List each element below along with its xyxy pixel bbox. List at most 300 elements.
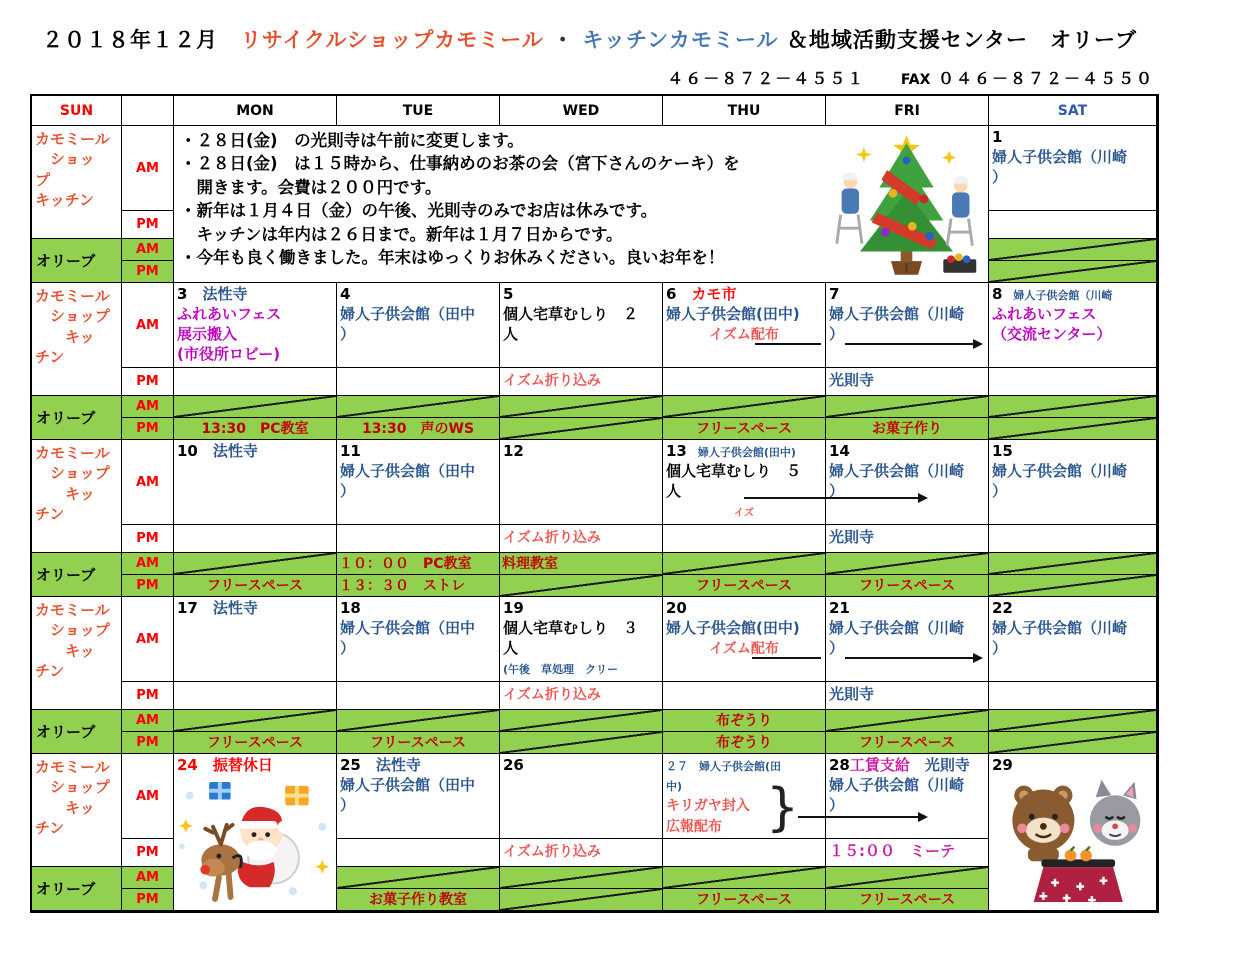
day-number: 20 [666, 599, 687, 617]
text-line [503, 324, 659, 344]
cell-w4-wed-am [500, 597, 663, 682]
day-number: 15 [992, 442, 1013, 460]
event-text: フリースペース [695, 421, 793, 437]
text-line [177, 755, 333, 775]
text-line [992, 127, 1153, 147]
text-line [828, 418, 986, 439]
cell-w1-sat-olive-pm [989, 261, 1157, 283]
event-text: 振替休日 [197, 756, 273, 774]
event-text: 光則寺 [829, 371, 875, 389]
pm-label: PM [122, 682, 174, 710]
notice-line: ・今年も良く働きました。年末はゆっくりお休みください。良いお年を！ [180, 248, 725, 268]
notice-line: ・２８日(金) は１５時から、仕事納めのお茶の会（宮下さんのケーキ）を [180, 154, 740, 174]
pm-label: PM [122, 525, 174, 553]
event-text: お菓子作り教室 [369, 892, 467, 908]
cell-w5-fri-pm [826, 839, 989, 867]
cell-w3-sat-pm [989, 525, 1157, 553]
cell-w5-fri-olive-am [826, 867, 989, 889]
event-text: ） [340, 639, 356, 657]
day-number: 22 [992, 599, 1013, 617]
cell-w4-fri-olive-am [826, 710, 989, 732]
event-text: 工賃支給 [849, 756, 910, 774]
cell-w3-wed-am [500, 440, 663, 525]
event-text: フリースペース [695, 892, 793, 908]
text-line [828, 732, 986, 753]
title-recycle-shop: リサイクルショップカモミール [240, 28, 544, 52]
fax-label: FAX [900, 72, 931, 88]
row-label-line: チン [35, 347, 65, 366]
text-line [339, 553, 497, 574]
row-label-olive: オリーブ [32, 239, 122, 283]
day-number: 7 [829, 285, 840, 303]
text-line [340, 441, 496, 461]
text-line [829, 638, 985, 658]
event-text: （交流センター） [992, 325, 1112, 343]
row-label-line: プ [35, 170, 51, 189]
row-label-line: ショップ [35, 307, 110, 326]
event-text: ） [340, 482, 356, 500]
cell-w4-sat-pm [989, 682, 1157, 710]
olive-am-label: AM [122, 867, 174, 889]
cell-w4-thu-pm [663, 682, 826, 710]
pm-label: PM [122, 839, 174, 867]
text-line [176, 732, 334, 753]
event-text: キリガヤ封入 [666, 798, 750, 814]
event-text: フリースペース [858, 578, 956, 594]
cell-w2-fri-am [826, 283, 989, 368]
day-number: 25 [340, 756, 361, 774]
event-text: 個人宅草むしり ３ [503, 619, 639, 637]
text-line [176, 418, 334, 439]
notice-line: ・新年は１月４日（金）の午後、光則寺のみでお店は休みです。 [180, 201, 658, 221]
am-label: AM [122, 754, 174, 839]
event-text: 光則寺 [829, 528, 875, 546]
text-line [503, 658, 659, 678]
day-number: 14 [829, 442, 850, 460]
olive-pm-label: PM [122, 575, 174, 597]
notice-line: キッチンは年内は２６日まで。新年は１月７日からです。 [180, 224, 623, 244]
cell-w5-thu-am [663, 754, 826, 839]
cell-w2-thu-am [663, 283, 826, 368]
cell-w3-tue-pm [337, 525, 500, 553]
event-text: 婦人子供会館（川崎 [829, 305, 965, 323]
event-text: １５:００ ミーテ [829, 842, 955, 860]
event-text: 人 [503, 639, 519, 657]
cell-w4-mon-olive-am [174, 710, 337, 732]
cell-w3-tue-olive-am [337, 553, 500, 575]
cell-w2-tue-pm [337, 368, 500, 396]
cell-w2-sat-am [989, 283, 1157, 368]
row-label-olive: オリーブ [32, 553, 122, 597]
cell-w4-sat-am [989, 597, 1157, 682]
row-label-line: カモミール [35, 444, 110, 462]
row-label-line: ショップ [35, 464, 110, 483]
row-label-line: キッ [35, 327, 95, 346]
day-header-WED: WED [500, 96, 663, 126]
text-line [340, 284, 496, 304]
text-line [992, 441, 1153, 461]
event-text: 婦人子供会館（田中 [340, 619, 476, 637]
text-line [665, 710, 823, 731]
event-text: イズム配布 [709, 641, 779, 657]
day-number: 6 [666, 285, 677, 303]
text-line [666, 304, 822, 324]
olive-am-label: AM [122, 553, 174, 575]
row-label-line: キッ [35, 641, 95, 660]
event-text: 光則寺 [829, 685, 875, 703]
day-header-TUE: TUE [337, 96, 500, 126]
row-label-line: チン [35, 504, 65, 523]
olive-pm-label: PM [122, 261, 174, 283]
event-text: 婦人子供会館（川崎 [829, 462, 965, 480]
day-number: 13 [666, 442, 687, 460]
event-text: 布ぞうり [716, 713, 772, 729]
text-line [666, 324, 822, 345]
text-line [340, 638, 496, 658]
text-line [177, 441, 333, 461]
event-text: 人 [666, 482, 682, 500]
event-text: 13:30 PC教室 [201, 421, 309, 437]
text-line [503, 618, 659, 638]
am-label: AM [122, 126, 174, 211]
row-label-line: カモミール [35, 758, 110, 776]
cell-w2-thu-olive-pm [663, 418, 826, 440]
cell-w5-mon [174, 754, 337, 911]
cell-w2-tue-am [337, 283, 500, 368]
cell-w5-wed-am [500, 754, 663, 839]
text-line [177, 598, 333, 618]
text-line [829, 683, 985, 705]
cell-w4-fri-am [826, 597, 989, 682]
title-month: ２０１８年１２月 [42, 28, 218, 52]
row-label-line: キッ [35, 484, 95, 503]
day-number: 17 [177, 599, 198, 617]
row-label-line: キッチン [35, 190, 94, 209]
cell-w4-fri-pm [826, 682, 989, 710]
cell-w2-mon-olive-pm [174, 418, 337, 440]
event-text: フリースペース [695, 578, 793, 594]
notice-line: 開きます。会費は２００円です。 [180, 177, 442, 197]
calendar-grid [30, 94, 1159, 913]
event-text: ） [829, 482, 845, 500]
event-text: 広報配布 [666, 818, 722, 835]
cell-w3-wed-pm [500, 525, 663, 553]
title-olive-center: ＆地域活動支援センター オリーブ [786, 28, 1137, 52]
event-text: 婦人子供会館（川崎 [829, 619, 965, 637]
row-label-line: カモミール [35, 601, 110, 619]
cell-w3-thu-am [663, 440, 826, 525]
cell-w5-tue-am [337, 754, 500, 839]
cell-w3-sat-olive-am [989, 553, 1157, 575]
cell-w3-sat-olive-pm [989, 575, 1157, 597]
event-text: 婦人子供会館（川崎 [992, 462, 1128, 480]
event-text: ） [992, 639, 1008, 657]
day-number: 10 [177, 442, 198, 460]
event-text: イズ [734, 508, 754, 519]
text-line [503, 284, 659, 304]
event-text: 婦人子供会館(田中) [666, 305, 800, 323]
event-text: イズム折り込み [503, 844, 601, 860]
text-line [829, 840, 985, 862]
event-text: (市役所ロビー) [177, 345, 281, 363]
event-text: 婦人子供会館（川崎 [992, 619, 1128, 637]
cell-w4-tue-pm [337, 682, 500, 710]
event-text: ） [829, 796, 845, 814]
text-line [666, 618, 822, 638]
cell-w1-sat-olive-am [989, 239, 1157, 261]
event-text: イズム配布 [709, 327, 779, 343]
row-label-chamomile [32, 754, 122, 867]
event-text: 13:30 声のWS [361, 421, 475, 437]
am-label: AM [122, 597, 174, 682]
cell-w3-wed-olive-am [500, 553, 663, 575]
text-line [340, 795, 496, 815]
cell-w2-wed-olive-am [500, 396, 663, 418]
text-line [340, 775, 496, 795]
cell-w5-tue-olive-am [337, 867, 500, 889]
cell-w3-wed-olive-pm [500, 575, 663, 597]
text-line [340, 755, 496, 775]
cell-w5-wed-pm [500, 839, 663, 867]
text-line [503, 638, 659, 658]
event-text: 婦人子供会館（田中 [340, 305, 476, 323]
cell-w3-thu-pm [663, 525, 826, 553]
row-label-line: ショッ [35, 150, 95, 169]
cell-w2-mon-am [174, 283, 337, 368]
continuation-arrow-3 [744, 497, 926, 499]
olive-pm-label: PM [122, 732, 174, 754]
day-number: 19 [503, 599, 524, 617]
day-header-FRI: FRI [826, 96, 989, 126]
day-number: 18 [340, 599, 361, 617]
cell-w3-mon-am [174, 440, 337, 525]
row-label-line: チン [35, 818, 65, 837]
text-line [177, 344, 333, 364]
text-line [829, 598, 985, 618]
event-text: １３：３０ ストレ [339, 578, 465, 594]
text-line [992, 618, 1153, 638]
day-number: 26 [503, 756, 524, 774]
brace-mark: } [766, 778, 800, 838]
row-label-chamomile [32, 440, 122, 553]
text-line [503, 526, 659, 549]
text-line [666, 461, 822, 481]
cell-w2-mon-olive-am [174, 396, 337, 418]
text-line [665, 575, 823, 596]
event-text: 法性寺 [187, 285, 248, 303]
cell-w2-fri-olive-pm [826, 418, 989, 440]
event-text: フリースペース [206, 735, 304, 751]
text-line [340, 304, 496, 324]
page-title [42, 24, 1137, 54]
tree-illustration [829, 128, 984, 280]
row-label-line: カモミール [35, 130, 110, 148]
event-text: フリースペース [858, 735, 956, 751]
cell-w4-tue-olive-am [337, 710, 500, 732]
text-line [666, 638, 822, 659]
day-number: 3 [177, 285, 188, 303]
event-text: 婦人子供会館（田中 [340, 776, 476, 794]
row-label-line: ショップ [35, 778, 110, 797]
text-line [177, 304, 333, 324]
day-number: 29 [992, 756, 1013, 774]
cell-w5-wed-olive-pm [500, 889, 663, 911]
event-text: 婦人子供会館（田中 [340, 462, 476, 480]
text-line [339, 575, 497, 596]
olive-am-label: AM [122, 396, 174, 418]
day-number: 24 [177, 756, 198, 774]
olive-pm-label: PM [122, 418, 174, 440]
cell-w3-mon-olive-pm [174, 575, 337, 597]
cell-w2-fri-pm [826, 368, 989, 396]
cell-w2-fri-olive-am [826, 396, 989, 418]
fax-number: ０４６－８７２－４５５０ [937, 69, 1154, 88]
cell-w5-wed-olive-am [500, 867, 663, 889]
cell-w2-tue-olive-pm [337, 418, 500, 440]
am-label: AM [122, 440, 174, 525]
text-line [666, 284, 822, 304]
text-line [829, 284, 985, 304]
cell-w5-thu-olive-pm [663, 889, 826, 911]
cell-w1-sat-pm [989, 211, 1157, 239]
text-line [503, 441, 659, 461]
row-label-olive: オリーブ [32, 710, 122, 754]
event-text: ） [340, 325, 356, 343]
cell-w4-tue-am [337, 597, 500, 682]
continuation-arrow-4 [752, 657, 821, 659]
text-line [176, 575, 334, 596]
event-text: カモ市 [676, 285, 737, 303]
day-number: 12 [503, 442, 524, 460]
text-line [992, 147, 1153, 167]
text-line [992, 324, 1153, 344]
event-text: 人 [503, 325, 519, 343]
text-line [503, 598, 659, 618]
cell-w3-thu-olive-pm [663, 575, 826, 597]
text-line [339, 418, 497, 439]
cell-w5-thu-olive-am [663, 867, 826, 889]
event-text: イズム折り込み [503, 687, 601, 703]
day-number: 4 [340, 285, 351, 303]
cell-w3-fri-olive-am [826, 553, 989, 575]
event-text: ） [992, 168, 1008, 186]
text-line [829, 618, 985, 638]
cell-w2-wed-am [500, 283, 663, 368]
am-label: AM [122, 283, 174, 368]
event-text: 婦人子供会館（川崎 [1002, 289, 1113, 302]
cell-w3-tue-am [337, 440, 500, 525]
cell-w3-fri-am [826, 440, 989, 525]
row-label-olive: オリーブ [32, 396, 122, 440]
notice-block [174, 126, 989, 283]
event-text: ） [992, 482, 1008, 500]
event-text: ） [829, 639, 845, 657]
text-line [666, 501, 822, 521]
event-text: ） [340, 796, 356, 814]
continuation-arrow-5 [845, 657, 981, 659]
text-line [829, 369, 985, 391]
text-line [829, 441, 985, 461]
row-label-chamomile [32, 597, 122, 710]
text-line [666, 755, 822, 775]
pm-label: PM [122, 211, 174, 239]
text-line [992, 167, 1153, 187]
event-text: 婦人子供会館(田中) [686, 446, 796, 459]
cell-w5-thu-pm [663, 839, 826, 867]
text-line [666, 441, 822, 461]
event-text: 婦人子供会館(田 [688, 760, 782, 773]
text-line [340, 598, 496, 618]
event-text: ふれあいフェス [177, 305, 282, 323]
cell-w4-thu-am [663, 597, 826, 682]
text-line [665, 418, 823, 439]
event-text: 布ぞうり [716, 735, 772, 751]
olive-am-label: AM [122, 239, 174, 261]
event-text: 婦人子供会館(田中) [666, 619, 800, 637]
cell-w5-sat [989, 754, 1157, 911]
event-text: 料理教室 [502, 556, 558, 572]
cell-w4-wed-olive-am [500, 710, 663, 732]
continuation-arrow-1 [755, 343, 821, 345]
event-text: 光則寺 [909, 756, 970, 774]
row-label-chamomile [32, 126, 122, 239]
cell-w4-mon-pm [174, 682, 337, 710]
text-line [177, 284, 333, 304]
event-text: 婦人子供会館（川崎 [829, 776, 965, 794]
text-line [340, 481, 496, 501]
cell-w4-mon-am [174, 597, 337, 682]
day-header-SAT: SAT [989, 96, 1157, 126]
cell-w4-thu-olive-am [663, 710, 826, 732]
day-header-blank [122, 96, 174, 126]
day-number: 21 [829, 599, 850, 617]
event-text: フリースペース [858, 892, 956, 908]
cell-w2-mon-pm [174, 368, 337, 396]
event-text: ふれあいフェス [992, 305, 1097, 323]
text-line [503, 840, 659, 863]
cell-w2-sat-olive-am [989, 396, 1157, 418]
text-line [829, 304, 985, 324]
event-text: フリースペース [206, 578, 304, 594]
contact-info [667, 66, 1154, 89]
cell-w3-tue-olive-pm [337, 575, 500, 597]
text-line [992, 461, 1153, 481]
cell-w5-fri-am [826, 754, 989, 839]
cell-w3-fri-olive-pm [826, 575, 989, 597]
cell-w4-fri-olive-pm [826, 732, 989, 754]
event-text: フリースペース [369, 735, 467, 751]
cell-w1-sat-am [989, 126, 1157, 211]
event-text: お菓子作り [872, 421, 942, 437]
text-line [992, 481, 1153, 501]
event-text: 法性寺 [197, 442, 258, 460]
event-text: イズム折り込み [503, 373, 601, 389]
day-header-THU: THU [663, 96, 826, 126]
row-label-line: キッ [35, 798, 95, 817]
cell-w4-mon-olive-pm [174, 732, 337, 754]
text-line [829, 775, 985, 795]
event-text: 法性寺 [197, 599, 258, 617]
text-line [503, 755, 659, 775]
event-text: １０：００ PC教室 [339, 556, 472, 572]
text-line [992, 598, 1153, 618]
continuation-arrow-2 [845, 343, 981, 345]
text-line [339, 889, 497, 910]
cell-w3-sat-am [989, 440, 1157, 525]
text-line [828, 889, 986, 910]
event-text: 法性寺 [360, 756, 421, 774]
cell-w5-tue-pm [337, 839, 500, 867]
